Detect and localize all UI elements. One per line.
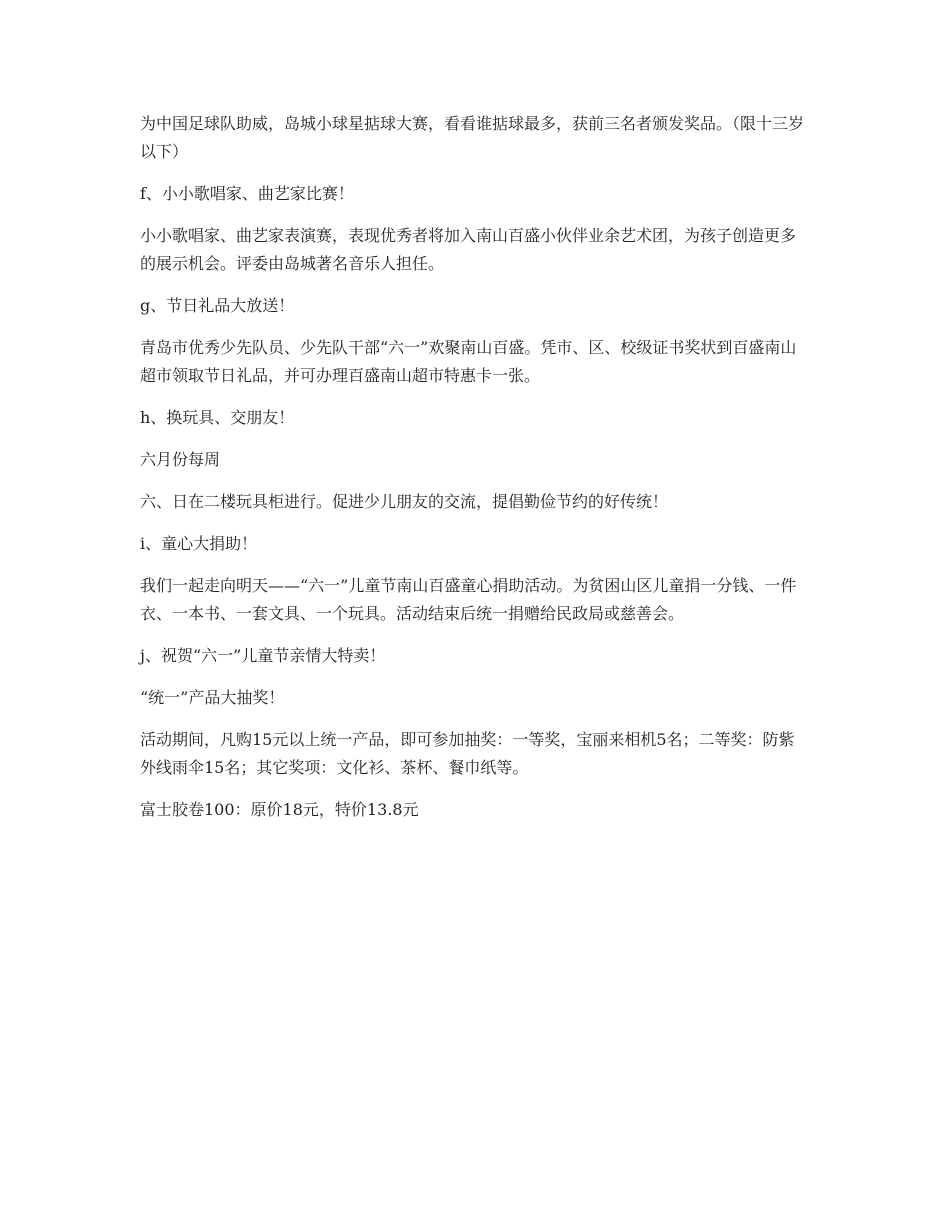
paragraph-toy-exchange-details: 六、日在二楼玩具柜进行。促进少儿朋友的交流，提倡勤俭节约的好传统！ xyxy=(140,492,669,511)
heading-gift-giveaway: g、节日礼品大放送！ xyxy=(140,296,295,315)
paragraph-gift-giveaway: 青岛市优秀少先队员、少先队干部“六一”欢聚南山百盛。凭市、区、校级证书奖状到百盛南山超市领取节日礼品，并可办理百盛南山超市特惠卡一张。 xyxy=(140,338,797,385)
heading-toy-exchange: h、换玩具、交朋友！ xyxy=(140,408,295,427)
paragraph-fuji-film-price: 富士胶卷100：原价18元，特价13.8元 xyxy=(140,800,419,819)
document-body xyxy=(140,110,810,838)
paragraph-lottery: 活动期间，凡购15元以上统一产品，即可参加抽奖：一等奖，宝丽来相机5名；二等奖：防紫外线雨伞15名；其它奖项：文化衫、茶杯、餐巾纸等。 xyxy=(140,730,795,777)
paragraph-donation: 我们一起走向明天——“六一”儿童节南山百盛童心捐助活动。为贫困山区儿童捐一分钱、一件衣、一本书、一套文具、一个玩具。活动结束后统一捐赠给民政局或慈善会。 xyxy=(140,576,797,623)
heading-singer-contest: f、小小歌唱家、曲艺家比赛！ xyxy=(140,184,354,203)
paragraph-singer-contest: 小小歌唱家、曲艺家表演赛，表现优秀者将加入南山百盛小伙伴业余艺术团，为孩子创造更多的展示机会。评委由岛城著名音乐人担任。 xyxy=(140,226,797,273)
heading-special-sale: j、祝贺“六一”儿童节亲情大特卖！ xyxy=(140,646,386,665)
paragraph-toy-exchange-schedule: 六月份每周 xyxy=(140,450,221,469)
heading-lottery: “统一”产品大抽奖！ xyxy=(140,688,285,707)
heading-donation: i、童心大捐助！ xyxy=(140,534,258,553)
paragraph-football-contest: 为中国足球队助威，岛城小球星掂球大赛，看看谁掂球最多，获前三名者颁发奖品。（限十三岁以下） xyxy=(140,114,805,161)
